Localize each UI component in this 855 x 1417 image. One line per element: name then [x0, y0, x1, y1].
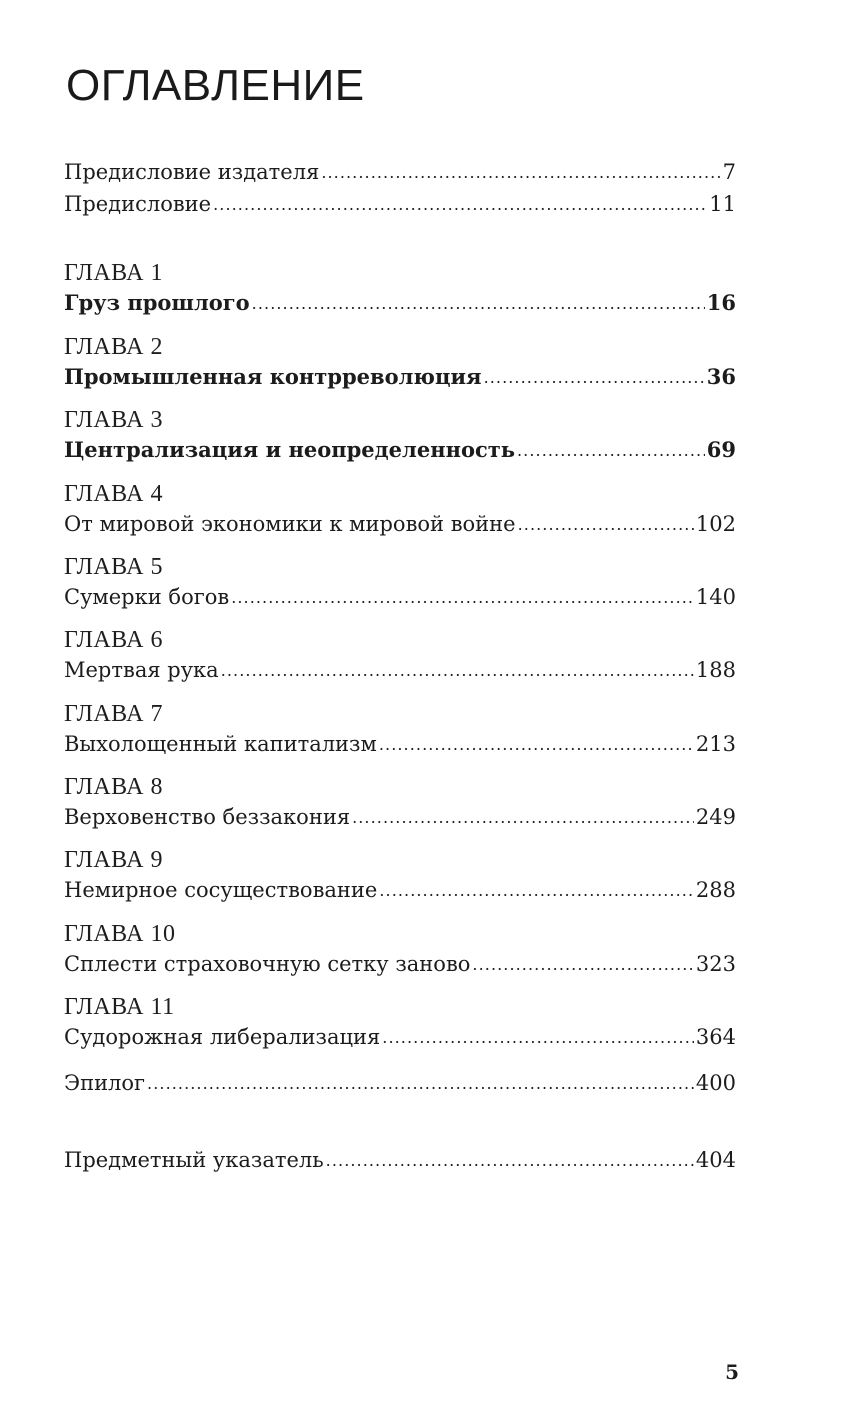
leader-dots — [231, 581, 694, 613]
toc-entry-label: Предисловие издателя — [64, 160, 320, 184]
toc-entry-page: 16 — [706, 290, 736, 315]
toc-entry-page: 323 — [695, 952, 736, 976]
toc-entry-page: 249 — [695, 805, 736, 829]
chapter-heading: ГЛАВА 8 — [64, 774, 164, 800]
chapter-heading: ГЛАВА 1 — [64, 260, 164, 286]
chapter-heading: ГЛАВА 9 — [64, 847, 164, 873]
leader-dots — [379, 728, 694, 760]
leader-dots — [517, 434, 705, 466]
leader-dots — [326, 1144, 694, 1176]
toc-entry-page: 36 — [706, 364, 736, 389]
toc-entry-index[interactable] — [64, 1145, 736, 1177]
chapter-2 — [64, 332, 736, 394]
leader-dots — [382, 1021, 694, 1053]
toc-entry-page: 69 — [706, 437, 736, 462]
leader-dots — [352, 801, 694, 833]
toc-entry-label: Груз прошлого — [64, 290, 250, 315]
toc-entry-label: Выхолощенный капитализм — [64, 732, 377, 756]
leader-dots — [221, 654, 694, 686]
leader-dots — [518, 508, 694, 540]
toc-entry-label: Эпилог — [64, 1071, 146, 1095]
chapter-heading: ГЛАВА 7 — [64, 701, 164, 727]
toc-entry-epilogue[interactable] — [64, 1068, 736, 1100]
page-number: 5 — [725, 1360, 739, 1384]
toc-entry-label: Предметный указатель — [64, 1148, 324, 1172]
chapter-10 — [64, 919, 736, 981]
toc-entry-chapter-2[interactable] — [64, 362, 736, 394]
toc-entry-page: 364 — [695, 1025, 736, 1049]
chapter-3 — [64, 405, 736, 467]
leader-dots — [484, 361, 705, 393]
chapter-heading: ГЛАВА 3 — [64, 407, 164, 433]
chapter-heading: ГЛАВА 6 — [64, 627, 164, 653]
toc-entry-chapter-6[interactable] — [64, 655, 736, 687]
epilogue-block — [64, 1068, 736, 1100]
page-title: ОГЛАВЛЕНИЕ — [66, 61, 365, 110]
toc-entry-page: 288 — [695, 878, 736, 902]
toc-entry-page: 213 — [695, 732, 736, 756]
toc-entry-label: Промышленная контрреволюция — [64, 364, 482, 389]
chapter-8 — [64, 772, 736, 834]
toc-entry-label: От мировой экономики к мировой войне — [64, 512, 516, 536]
chapter-4 — [64, 479, 736, 541]
toc-entry-label: Мертвая рука — [64, 658, 219, 682]
leader-dots — [321, 156, 720, 188]
chapter-5 — [64, 552, 736, 614]
toc-entry-label: Сумерки богов — [64, 585, 230, 609]
toc-entry-chapter-9[interactable] — [64, 875, 736, 907]
toc-entry-chapter-4[interactable] — [64, 509, 736, 541]
toc-entry-label: Предисловие — [64, 192, 212, 216]
toc-entry-publisher-preface[interactable] — [64, 157, 736, 189]
toc-entry-page: 7 — [722, 160, 736, 184]
index-block — [64, 1145, 736, 1177]
toc-entry-page: 140 — [695, 585, 736, 609]
leader-dots — [379, 874, 694, 906]
toc-entry-chapter-1[interactable] — [64, 288, 736, 320]
leader-dots — [472, 948, 693, 980]
front-matter-list — [64, 157, 736, 221]
chapter-7 — [64, 699, 736, 761]
toc-entry-preface[interactable] — [64, 189, 736, 221]
toc-entry-page: 102 — [695, 512, 736, 536]
toc-entry-chapter-8[interactable] — [64, 802, 736, 834]
toc-entry-page: 400 — [695, 1071, 736, 1095]
leader-dots — [252, 287, 705, 319]
toc-entry-chapter-5[interactable] — [64, 582, 736, 614]
chapter-heading: ГЛАВА 4 — [64, 481, 164, 507]
chapter-11 — [64, 992, 736, 1054]
toc-entry-chapter-10[interactable] — [64, 949, 736, 981]
toc-entry-chapter-3[interactable] — [64, 435, 736, 467]
toc-entry-label: Верховенство беззакония — [64, 805, 351, 829]
chapter-heading: ГЛАВА 11 — [64, 994, 175, 1020]
toc-entry-chapter-7[interactable] — [64, 729, 736, 761]
toc-entry-page: 188 — [695, 658, 736, 682]
toc-entry-page: 11 — [709, 192, 736, 216]
toc-entry-label: Централизация и неопределенность — [64, 437, 515, 462]
chapter-heading: ГЛАВА 2 — [64, 334, 164, 360]
chapter-6 — [64, 625, 736, 687]
toc-entry-label: Судорожная либерализация — [64, 1025, 381, 1049]
leader-dots — [147, 1067, 694, 1099]
toc-entry-page: 404 — [695, 1148, 736, 1172]
toc-entry-label: Немирное сосуществование — [64, 878, 378, 902]
toc-entry-label: Сплести страховочную сетку заново — [64, 952, 471, 976]
chapter-heading: ГЛАВА 5 — [64, 554, 164, 580]
toc-entry-chapter-11[interactable] — [64, 1022, 736, 1054]
leader-dots — [213, 188, 707, 220]
chapter-1 — [64, 258, 736, 320]
chapter-heading: ГЛАВА 10 — [64, 921, 176, 947]
chapter-9 — [64, 845, 736, 907]
